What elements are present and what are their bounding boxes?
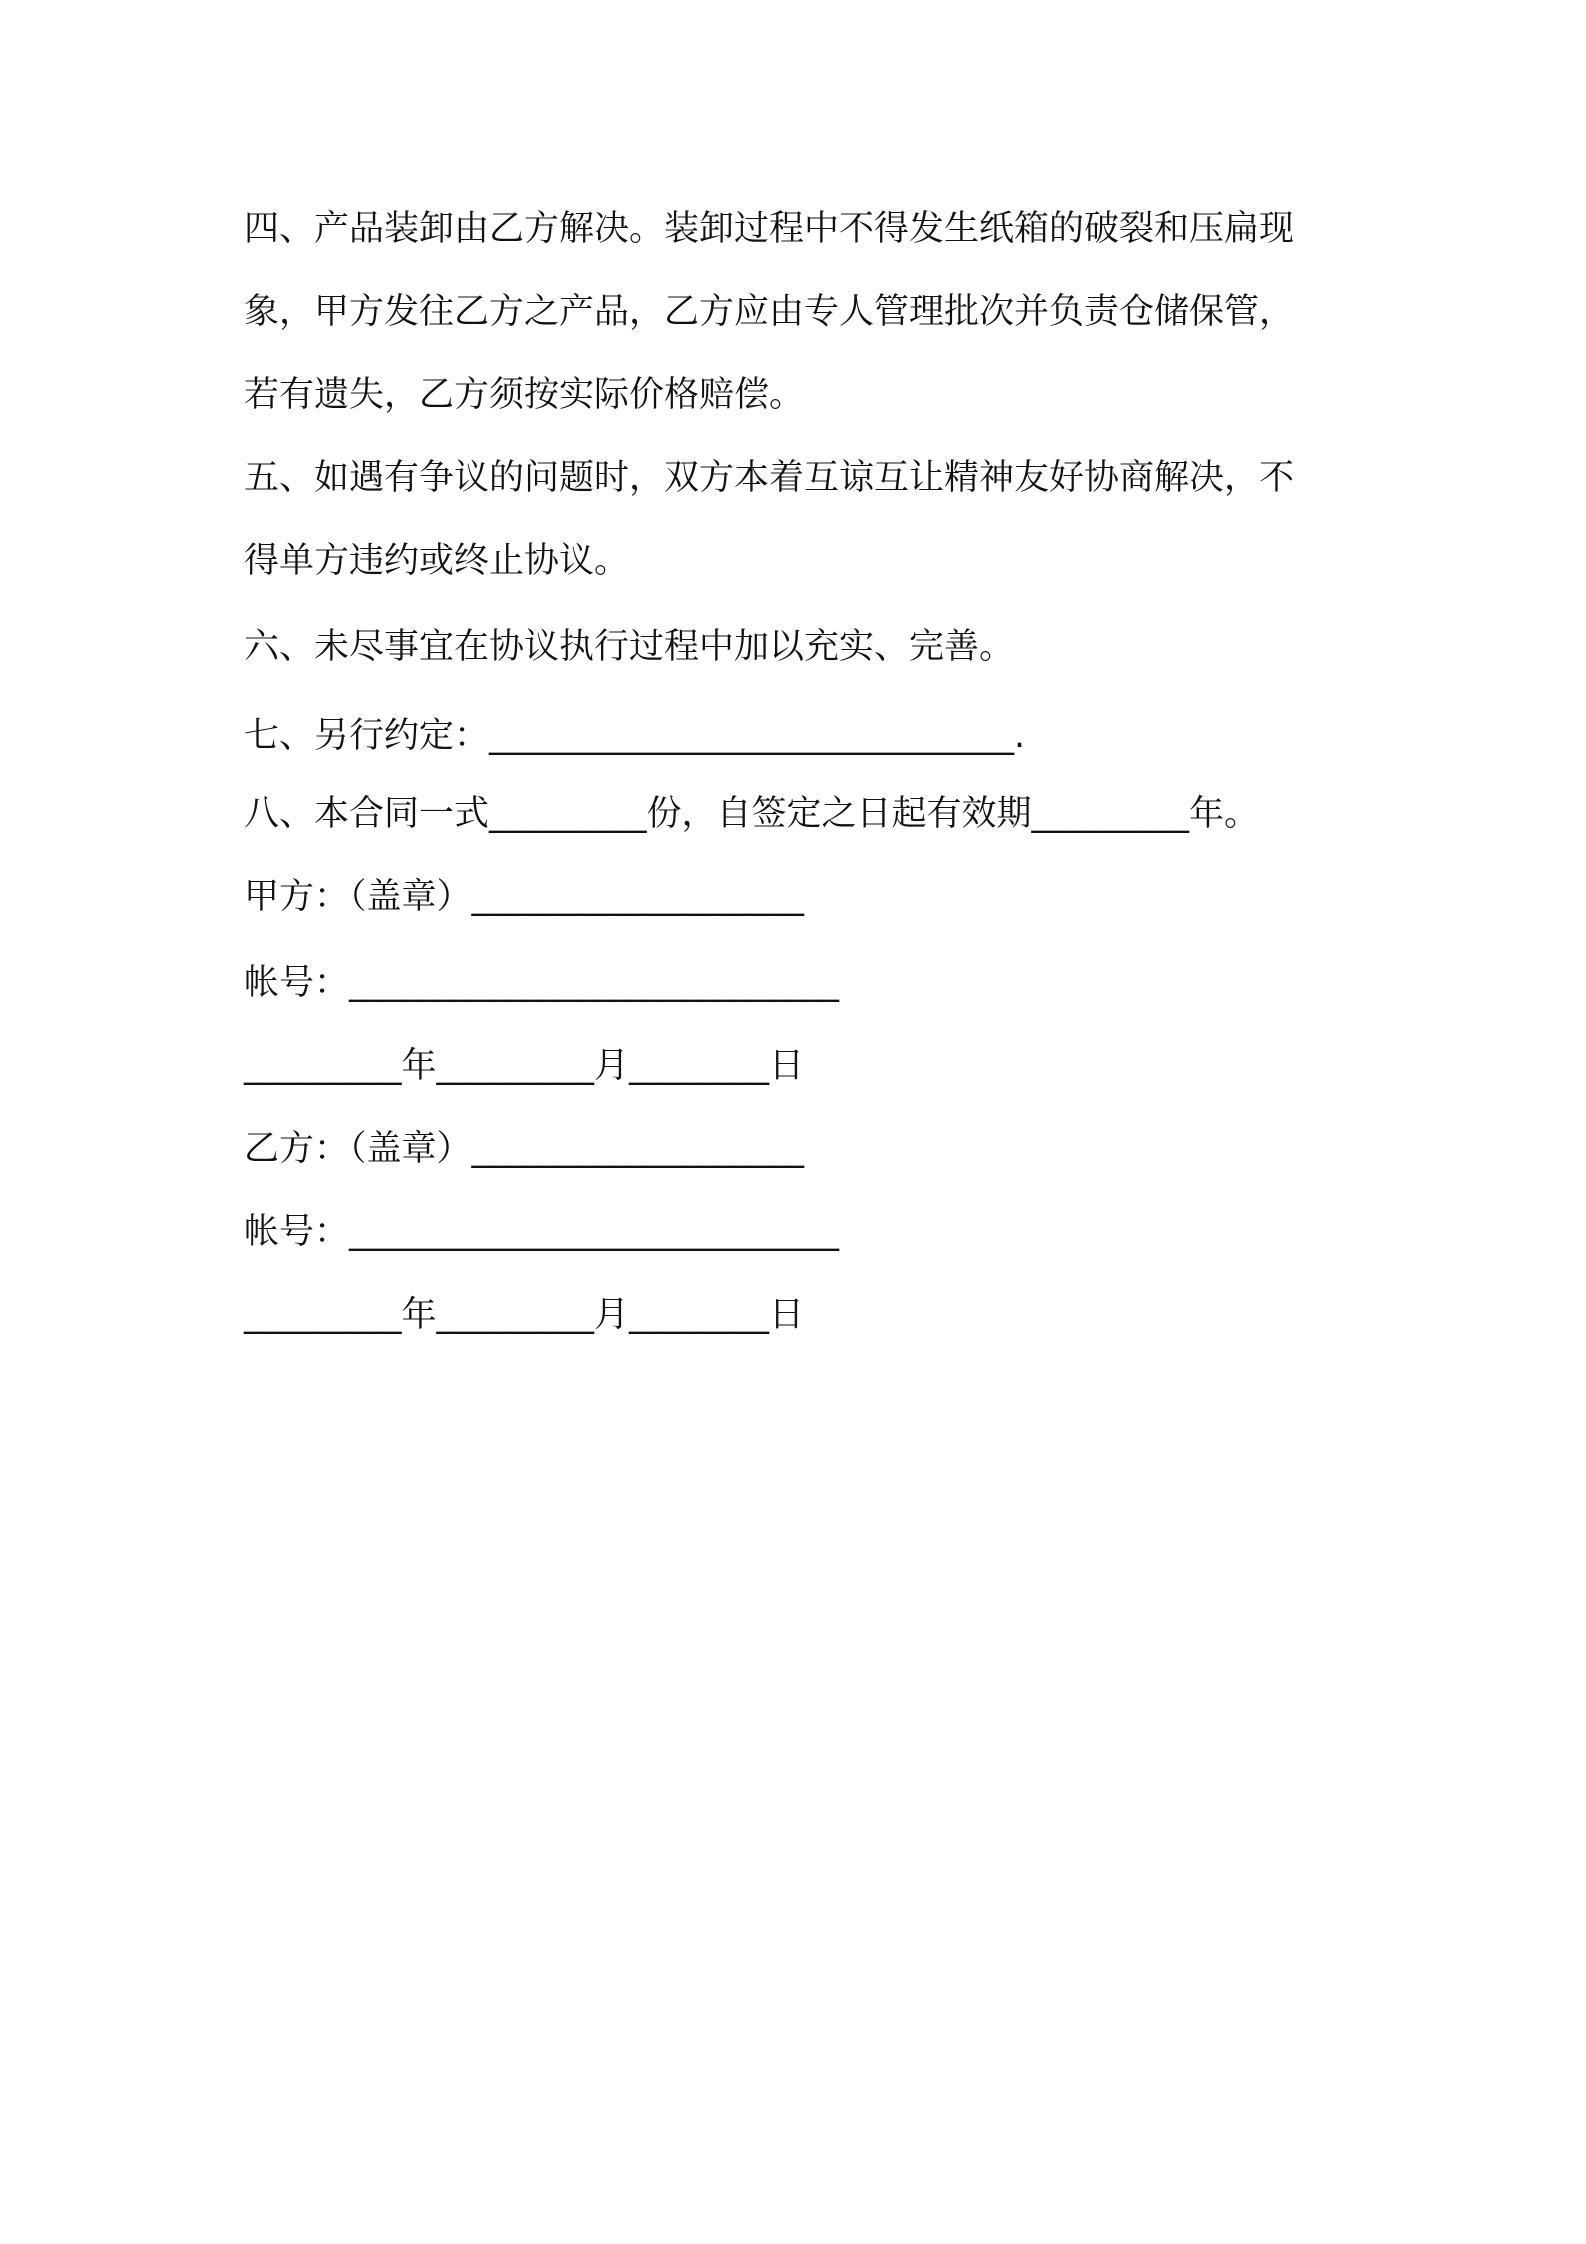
clause-5-line-2: 得单方违约或终止协议。 <box>244 541 630 581</box>
clause-5-line-1: 五、如遇有争议的问题时，双方本着互谅互让精神友好协商解决，不 <box>244 458 1295 498</box>
clause-6: 六、未尽事宜在协议执行过程中加以充实、完善。 <box>244 627 1015 667</box>
clause-4-line-2: 象，甲方发往乙方之产品，乙方应由专人管理批次并负责仓储保管， <box>244 292 1295 332</box>
clause-4-line-3: 若有遗失，乙方须按实际价格赔偿。 <box>244 375 805 415</box>
party-b-date-line: _________年_________月________日 <box>244 1295 805 1335</box>
party-b-seal-line: 乙方：（盖章）___________________ <box>244 1129 805 1169</box>
clause-8-copies-validity: 八、本合同一式_________份，自签定之日起有效期_________年。 <box>244 794 1260 834</box>
clause-4-line-1: 四、产品装卸由乙方解决。装卸过程中不得发生纸箱的破裂和压扁现 <box>244 209 1295 249</box>
party-a-account-line: 帐号：____________________________ <box>244 963 840 1003</box>
party-b-account-line: 帐号：____________________________ <box>244 1212 840 1252</box>
clause-7-other-terms: 七、另行约定：______________________________. <box>244 716 1026 756</box>
party-a-date-line: _________年_________月________日 <box>244 1046 805 1086</box>
party-a-seal-line: 甲方：（盖章）___________________ <box>244 877 805 917</box>
